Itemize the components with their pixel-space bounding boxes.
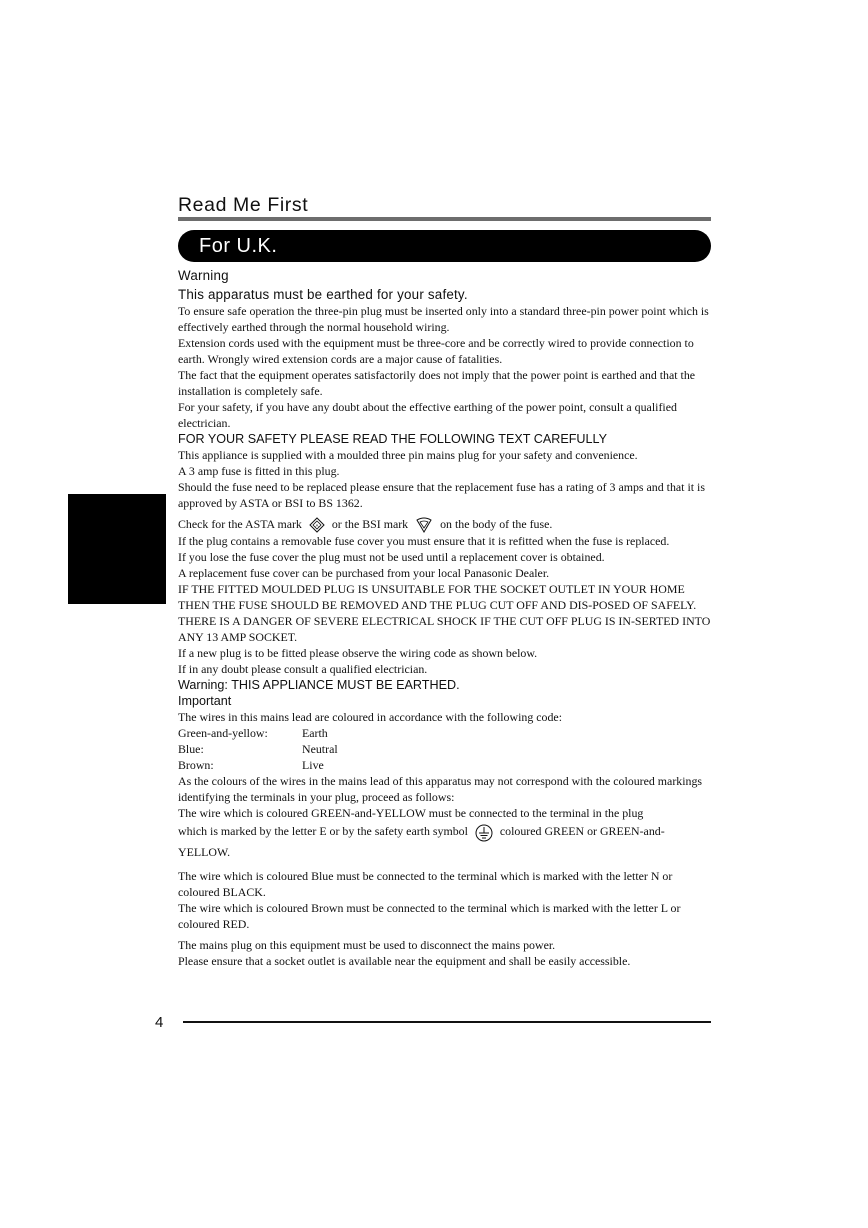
wire-color: Blue: bbox=[178, 742, 204, 757]
fuse-body-text: on the body of the fuse. bbox=[440, 517, 553, 531]
earth-color-text: coloured GREEN or GREEN-and-YELLOW. bbox=[178, 824, 665, 860]
bsi-kitemark-icon bbox=[415, 517, 433, 533]
important-label: Important bbox=[178, 694, 232, 709]
section-banner-label: For U.K. bbox=[199, 235, 278, 257]
safety-heading: FOR YOUR SAFETY PLEASE READ THE FOLLOWING TEXT CAREFULLY bbox=[178, 432, 607, 446]
paragraph: As the colours of the wires in the mains lead of this apparatus may not correspond with the coloured markings identifying the terminals in your plug, proceed as follows: bbox=[178, 774, 703, 805]
page-number: 4 bbox=[155, 1014, 164, 1031]
paragraph: The wire which is coloured Brown must be connected to the terminal which is marked with the letter L or coloured RED. bbox=[178, 901, 681, 932]
wire-code-row bbox=[178, 741, 714, 757]
earth-heading: This apparatus must be earthed for your safety. bbox=[178, 287, 468, 302]
asta-mark-icon bbox=[309, 517, 325, 533]
wire-code-row bbox=[178, 757, 714, 773]
warning-label: Warning bbox=[178, 268, 229, 283]
paragraph: To ensure safe operation the three-pin plug must be inserted only into a standard three-pin power point which is effectively earthed through the normal household wiring. bbox=[178, 304, 709, 334]
paragraph: Extension cords used with the equipment must be three-core and be correctly wired to provide connection to earth. Wrongly wired extension cords are a major cause of fatalities. bbox=[178, 336, 694, 366]
footer-divider bbox=[183, 1021, 711, 1023]
paragraph: If the plug contains a removable fuse cover you must ensure that it is refitted when the fuse is replaced. bbox=[178, 534, 670, 549]
earth-symbol-line bbox=[178, 821, 714, 863]
wire-meaning: Neutral bbox=[302, 742, 338, 757]
section-banner bbox=[178, 230, 711, 262]
wire-meaning: Earth bbox=[302, 726, 328, 741]
paragraph: A 3 amp fuse is fitted in this plug. bbox=[178, 464, 340, 478]
svg-text:A: A bbox=[315, 523, 319, 529]
document-body bbox=[178, 268, 714, 969]
paragraph: THERE IS A DANGER OF SEVERE ELECTRICAL SHOCK IF THE CUT OFF PLUG IS IN-SERTED INTO ANY 13 AMP SOCKET. bbox=[178, 614, 711, 645]
paragraph: Should the fuse need to be replaced please ensure that the replacement fuse has a rating of 3 amps and that it is approved by ASTA or BSI to BS 1362. bbox=[178, 480, 705, 510]
paragraph: If in any doubt please consult a qualified electrician. bbox=[178, 662, 428, 677]
paragraph: IF THE FITTED MOULDED PLUG IS UNSUITABLE FOR THE SOCKET OUTLET IN YOUR HOME THEN THE FUSE SHOULD BE REMOVED AND THE PLUG CUT OFF AND DIS-POSED OF SAFELY. bbox=[178, 582, 697, 613]
paragraph: Please ensure that a socket outlet is available near the equipment and shall be easily accessible. bbox=[178, 954, 631, 969]
paragraph: The wire which is coloured GREEN-and-YELLOW must be connected to the terminal in the plug bbox=[178, 806, 644, 821]
paragraph: The fact that the equipment operates satisfactorily does not imply that the power point is earthed and that the installation is completely safe. bbox=[178, 368, 696, 398]
paragraph: The wire which is coloured Blue must be connected to the terminal which is marked with the letter N or coloured BLACK. bbox=[178, 869, 673, 900]
asta-text: Check for the ASTA mark bbox=[178, 517, 302, 531]
earthed-warning: Warning: THIS APPLIANCE MUST BE EARTHED. bbox=[178, 678, 460, 693]
side-tab-marker bbox=[68, 494, 166, 604]
paragraph: The mains plug on this equipment must be used to disconnect the mains power. bbox=[178, 938, 556, 953]
header-divider bbox=[178, 217, 711, 221]
paragraph: A replacement fuse cover can be purchased from your local Panasonic Dealer. bbox=[178, 566, 550, 581]
paragraph: If you lose the fuse cover the plug must not be used until a replacement cover is obtained. bbox=[178, 550, 605, 565]
page-title: Read Me First bbox=[178, 194, 309, 216]
wire-color: Brown: bbox=[178, 758, 214, 773]
asta-bsi-line bbox=[178, 516, 714, 533]
earth-symbol-icon bbox=[475, 824, 493, 842]
paragraph: This appliance is supplied with a moulded three pin mains plug for your safety and convenience. bbox=[178, 448, 638, 462]
wire-color: Green-and-yellow: bbox=[178, 726, 268, 741]
wire-code-row bbox=[178, 725, 714, 741]
bsi-text: or the BSI mark bbox=[331, 517, 409, 531]
earth-symbol-text: which is marked by the letter E or by the safety earth symbol bbox=[178, 824, 468, 839]
paragraph: If a new plug is to be fitted please observe the wiring code as shown below. bbox=[178, 646, 538, 661]
paragraph: For your safety, if you have any doubt about the effective earthing of the power point, consult a qualified electrician. bbox=[178, 400, 677, 430]
wire-meaning: Live bbox=[302, 758, 324, 773]
paragraph: The wires in this mains lead are coloured in accordance with the following code: bbox=[178, 710, 563, 725]
